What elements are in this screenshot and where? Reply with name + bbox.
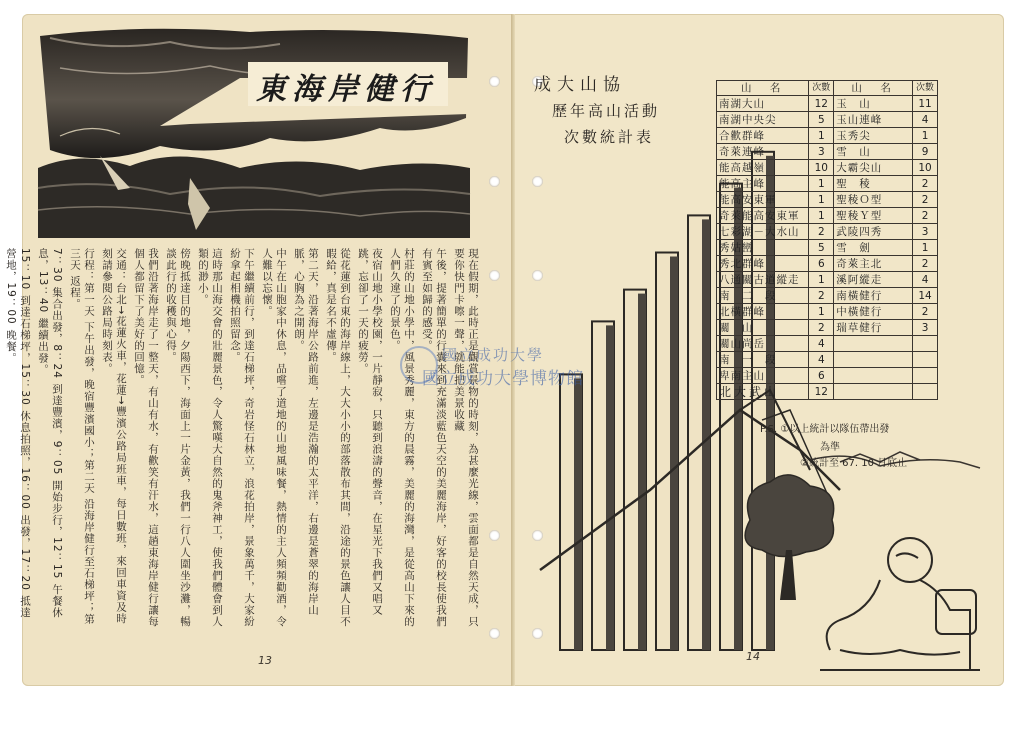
- text-column: 我們沿著海岸走了一整天，有山有水，有歡笑有汗水，這趟東海岸健行讓每個人都留下了美好的回憶。: [133, 248, 159, 628]
- mountain-name-cell: 中橫健行: [834, 304, 913, 320]
- mountain-name-cell: 武陵四秀: [834, 224, 913, 240]
- table-row: [717, 256, 938, 272]
- text-column: 從花蓮到台東的海岸線上，大大小小的部落散布其間，沿途的景色讓人目不暇給，真是名不虛傳。: [325, 248, 351, 628]
- count-cell: 12: [809, 96, 834, 112]
- table-row: [717, 320, 938, 336]
- count-cell: 4: [809, 336, 834, 352]
- table-row: [717, 96, 938, 112]
- binding-hole: [489, 176, 500, 187]
- mountain-name-cell: 北大武山: [717, 384, 809, 400]
- table-row: [717, 352, 938, 368]
- mountain-name-cell: 南湖大山: [717, 96, 809, 112]
- binding-hole: [489, 76, 500, 87]
- footnote-1-cont: 為準: [820, 442, 840, 453]
- hiker-drawing: [820, 538, 980, 670]
- mountain-name-cell: 溪阿縱走: [834, 272, 913, 288]
- text-column: 午後，提著簡單的行囊來到充滿淡藍色天空的美麗海岸，好客的校長使我們有賓至如歸的感受。: [421, 248, 447, 628]
- count-cell: [913, 368, 938, 384]
- mountain-name-cell: [834, 336, 913, 352]
- mountain-name-cell: 南 二 段: [717, 288, 809, 304]
- count-cell: 4: [913, 112, 938, 128]
- bar-shadow: [702, 219, 710, 650]
- count-cell: [913, 352, 938, 368]
- column-header: 次數: [913, 81, 938, 96]
- table-row: [717, 208, 938, 224]
- footnote-1: P.S. ①以上統計以隊伍帶出發: [760, 424, 890, 435]
- count-cell: 2: [809, 320, 834, 336]
- text-column: 行程：第一天 下午出發，晚宿豐濱國小；第二天 沿海岸健行至石梯坪；第三天 返程。: [69, 248, 95, 625]
- mountain-name-cell: 奇萊連峰: [717, 144, 809, 160]
- column-header: 山 名: [717, 81, 809, 96]
- article-body: [5, 248, 480, 628]
- binding-hole: [489, 628, 500, 639]
- count-cell: 2: [913, 208, 938, 224]
- count-cell: 2: [809, 288, 834, 304]
- table-row: [717, 336, 938, 352]
- header-illustration: [20, 18, 470, 238]
- column-header: 山 名: [834, 81, 913, 96]
- count-cell: 3: [809, 144, 834, 160]
- watermark-line-2: 國立成功大學博物館: [422, 369, 584, 389]
- count-cell: 1: [809, 272, 834, 288]
- club-heading: 成大山協: [534, 75, 626, 95]
- mountain-name-cell: 八通關古道縱走: [717, 272, 809, 288]
- page-title: 東海岸健行: [256, 72, 436, 107]
- mountain-name-cell: 大霸尖山: [834, 160, 913, 176]
- table-row: [717, 224, 938, 240]
- mountain-name-cell: 能高越嶺: [717, 160, 809, 176]
- count-cell: 2: [913, 256, 938, 272]
- count-cell: 2: [913, 304, 938, 320]
- count-cell: 1: [913, 240, 938, 256]
- table-row: [717, 112, 938, 128]
- mountain-name-cell: 關 山: [717, 320, 809, 336]
- mountain-name-cell: 能高主峰: [717, 176, 809, 192]
- table-row: [717, 144, 938, 160]
- mountain-name-cell: 聖 稜: [834, 176, 913, 192]
- mountain-name-cell: 南 一 段: [717, 352, 809, 368]
- text-column: 15：10 到達石梯坪，15：30 休息拍照，16：00 出發，17：20 抵達營地，19：00 晚餐。: [5, 248, 31, 619]
- mountain-name-cell: [834, 368, 913, 384]
- mountain-name-cell: 秀北群峰: [717, 256, 809, 272]
- count-cell: 6: [809, 368, 834, 384]
- mountain-name-cell: 奇萊能高安東軍: [717, 208, 809, 224]
- mountain-name-cell: 玉山連峰: [834, 112, 913, 128]
- text-column: 7：30 集合出發，8：24 到達豐濱，9：05 開始步行，12：15 午餐休息，13：40 繼續出發。: [37, 248, 63, 619]
- mountain-name-cell: 奇萊主北: [834, 256, 913, 272]
- count-cell: 1: [809, 128, 834, 144]
- text-column: 中午在山胞家中休息，品嚐了道地的山地風味餐，熱情的主人頻頻勸酒，令人難以忘懷。: [261, 248, 287, 628]
- column-header: 次數: [809, 81, 834, 96]
- mountain-name-cell: 雪 山: [834, 144, 913, 160]
- binding-hole: [489, 530, 500, 541]
- subheading-line-1: 歷年高山活動: [552, 102, 661, 120]
- table-header-row: [717, 81, 938, 96]
- count-cell: [913, 384, 938, 400]
- count-cell: 1: [809, 304, 834, 320]
- table-row: [717, 304, 938, 320]
- table-row: [717, 272, 938, 288]
- count-cell: 10: [809, 160, 834, 176]
- count-cell: 9: [913, 144, 938, 160]
- page-number-right: 14: [746, 650, 760, 663]
- mountain-name-cell: 關山尚岳: [717, 336, 809, 352]
- mountain-name-cell: [834, 352, 913, 368]
- table-row: [717, 384, 938, 400]
- text-column: 夜宿山地小學校園，一片靜寂，只聽到浪濤的聲音，在星光下我們又唱又跳，忘卻了一天的疲勞。: [357, 248, 383, 616]
- count-cell: 1: [913, 128, 938, 144]
- mountain-name-cell: 玉 山: [834, 96, 913, 112]
- text-column: 現在假期，此時正是觀賞景物的時刻，為甚麼光線，雲面都是自然天成，只要你快門卡嚓一聲，就能把美景收藏: [453, 248, 479, 628]
- mountain-name-cell: [834, 384, 913, 400]
- count-cell: 5: [809, 240, 834, 256]
- mountain-name-cell: 聖稜Ｏ型: [834, 192, 913, 208]
- text-column: 下午繼續前行，到達石梯坪，奇岩怪石林立，浪花拍岸，景象萬千，大家紛紛拿起相機拍照留念。: [229, 248, 255, 628]
- bar-shadow: [638, 294, 646, 650]
- mountain-name-cell: 北橫群峰: [717, 304, 809, 320]
- count-cell: 4: [913, 272, 938, 288]
- footnote-2: ②統計至 67. 10 月底止: [800, 458, 908, 469]
- count-cell: [913, 336, 938, 352]
- table-row: [717, 240, 938, 256]
- table-row: [717, 128, 938, 144]
- table-row: [717, 160, 938, 176]
- count-cell: 1: [809, 208, 834, 224]
- count-cell: 5: [809, 112, 834, 128]
- mountain-name-cell: 玉秀尖: [834, 128, 913, 144]
- mountain-name-cell: 瑞草健行: [834, 320, 913, 336]
- mountain-name-cell: 雪 劍: [834, 240, 913, 256]
- mountain-name-cell: 能高安東軍: [717, 192, 809, 208]
- watermark-line-1: 國立成功大學: [442, 346, 545, 364]
- text-column: 這時那山海交會的壯麗景色，令人驚嘆大自然的鬼斧神工，使我們體會到人類的渺小。: [197, 248, 223, 628]
- page-number-left: 13: [258, 654, 272, 667]
- bar-shadow: [670, 257, 678, 651]
- text-column: 傍晚抵達目的地，夕陽西下，海面上一片金黃，我們一行八人圍坐沙灘，暢談此行的收穫與心得。: [165, 248, 191, 628]
- mountain-name-cell: 卑南主山: [717, 368, 809, 384]
- count-cell: 11: [913, 96, 938, 112]
- count-cell: 2: [913, 176, 938, 192]
- count-cell: 3: [913, 224, 938, 240]
- table-row: [717, 176, 938, 192]
- table-row: [717, 288, 938, 304]
- table-row: [717, 368, 938, 384]
- count-cell: 4: [809, 352, 834, 368]
- mountain-name-cell: 南橫健行: [834, 288, 913, 304]
- mountain-name-cell: 七彩湖－大水山: [717, 224, 809, 240]
- subheading-line-2: 次數統計表: [564, 128, 655, 146]
- bar-shadow: [606, 325, 614, 650]
- count-cell: 1: [809, 192, 834, 208]
- count-cell: 2: [809, 224, 834, 240]
- mountain-name-cell: 秀姑巒: [717, 240, 809, 256]
- mountain-name-cell: 合歡群峰: [717, 128, 809, 144]
- text-column: 村莊的山地小學中，風景秀麗，東方的晨霧，美麗的海灣，是從高山下來的人們久違了的景色。: [389, 248, 415, 628]
- count-cell: 6: [809, 256, 834, 272]
- count-cell: 2: [913, 192, 938, 208]
- statistics-table: [716, 80, 938, 400]
- binding-hole: [489, 270, 500, 281]
- text-column: 第二天，沿著海岸公路前進，左邊是浩瀚的太平洋，右邊是蒼翠的海岸山脈，心胸為之開朗。: [293, 248, 319, 616]
- count-cell: 3: [913, 320, 938, 336]
- mountain-name-cell: 聖稜Ｙ型: [834, 208, 913, 224]
- count-cell: 10: [913, 160, 938, 176]
- mountain-name-cell: 南湖中央尖: [717, 112, 809, 128]
- bar-shadow: [574, 378, 582, 650]
- text-column: 交通：台北→花蓮火車，花蓮→豐濱公路局班車，每日數班，來回車資及時刻請參閱公路局時刻表。: [101, 248, 127, 625]
- table-row: [717, 192, 938, 208]
- count-cell: 1: [809, 176, 834, 192]
- count-cell: 12: [809, 384, 834, 400]
- count-cell: 14: [913, 288, 938, 304]
